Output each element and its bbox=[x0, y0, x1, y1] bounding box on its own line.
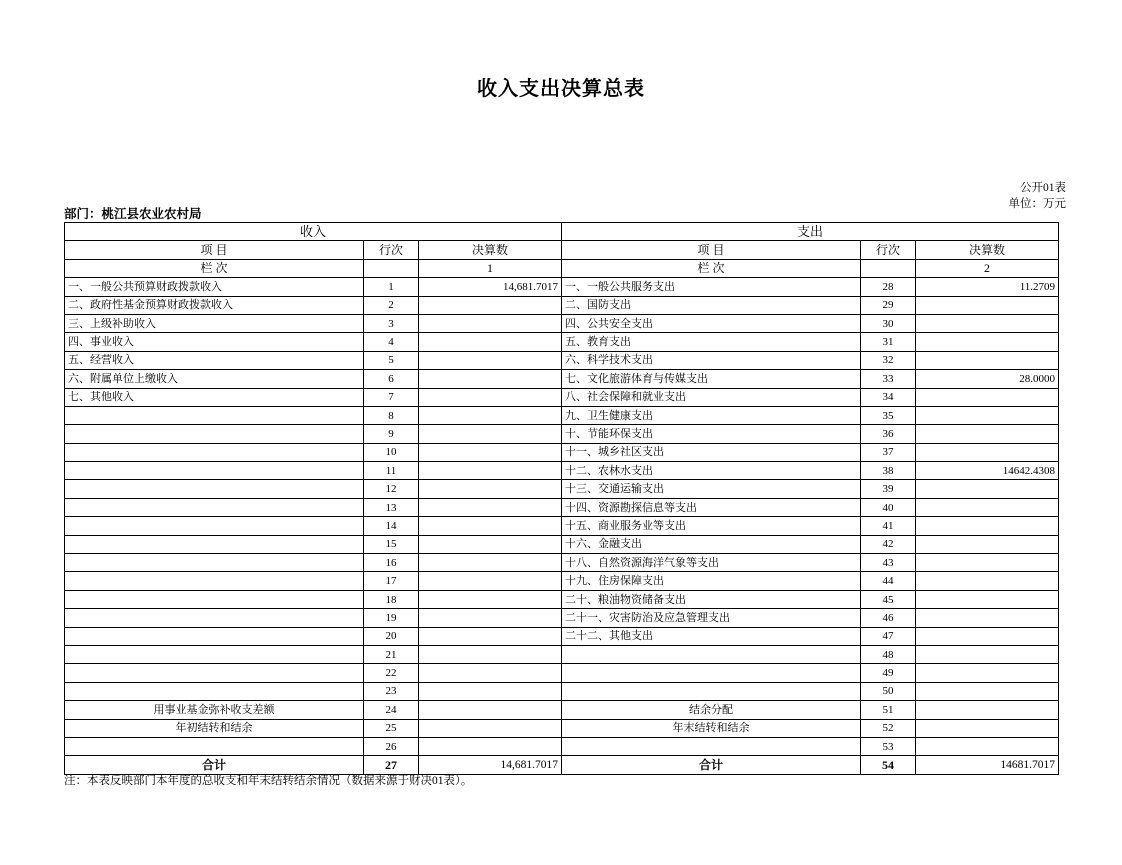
cell-expense-item: 二十二、其他支出 bbox=[562, 627, 861, 645]
cell-income-item bbox=[65, 572, 364, 590]
cell-expense-amount bbox=[916, 480, 1059, 498]
cell-expense-item: 七、文化旅游体育与传媒支出 bbox=[562, 370, 861, 388]
cell-expense-item: 四、公共安全支出 bbox=[562, 314, 861, 332]
cell-expense-item: 五、教育支出 bbox=[562, 333, 861, 351]
cell-expense-amount bbox=[916, 719, 1059, 737]
cell-income-item: 四、事业收入 bbox=[65, 333, 364, 351]
cell-income-line: 4 bbox=[364, 333, 419, 351]
column-header-income-line: 行次 bbox=[364, 241, 419, 259]
table-row bbox=[65, 572, 1059, 590]
cell-expense-item: 六、科学技术支出 bbox=[562, 351, 861, 369]
cell-expense-line: 31 bbox=[861, 333, 916, 351]
cell-expense-item bbox=[562, 682, 861, 700]
table-row bbox=[65, 333, 1059, 351]
cell-expense-item bbox=[562, 737, 861, 755]
table-row bbox=[65, 443, 1059, 461]
cell-expense-amount: 28.0000 bbox=[916, 370, 1059, 388]
table-row bbox=[65, 627, 1059, 645]
cell-expense-item: 十六、金融支出 bbox=[562, 535, 861, 553]
form-code: 公开01表 bbox=[1020, 182, 1066, 194]
amount-unit: 单位：万元 bbox=[1008, 198, 1066, 210]
cell-income-line: 12 bbox=[364, 480, 419, 498]
table-row bbox=[65, 554, 1059, 572]
cell-income-line: 8 bbox=[364, 406, 419, 424]
cell-income-amount: 14,681.7017 bbox=[419, 278, 562, 296]
cell-income-amount bbox=[419, 333, 562, 351]
cell-expense-amount bbox=[916, 609, 1059, 627]
cell-expense-line: 32 bbox=[861, 351, 916, 369]
column-header-income-item: 项 目 bbox=[65, 241, 364, 259]
cell-income-line: 21 bbox=[364, 645, 419, 663]
table-row bbox=[65, 664, 1059, 682]
cell-expense-amount bbox=[916, 737, 1059, 755]
table-lan-row bbox=[65, 259, 1059, 277]
column-header-expense-amount: 决算数 bbox=[916, 241, 1059, 259]
cell-expense-line: 41 bbox=[861, 517, 916, 535]
cell-income-line: 26 bbox=[364, 737, 419, 755]
table-row bbox=[65, 462, 1059, 480]
cell-expense-amount bbox=[916, 535, 1059, 553]
column-header-expense-item: 项 目 bbox=[562, 241, 861, 259]
cell-income-item bbox=[65, 554, 364, 572]
total-income-label: 合计 bbox=[65, 756, 364, 774]
cell-expense-item: 十八、自然资源海洋气象等支出 bbox=[562, 554, 861, 572]
cell-expense-amount bbox=[916, 701, 1059, 719]
table-row bbox=[65, 535, 1059, 553]
cell-expense-line: 46 bbox=[861, 609, 916, 627]
cell-income-item bbox=[65, 664, 364, 682]
cell-expense-amount bbox=[916, 406, 1059, 424]
cell-expense-line: 30 bbox=[861, 314, 916, 332]
cell-expense-item bbox=[562, 664, 861, 682]
table-row bbox=[65, 737, 1059, 755]
cell-expense-line: 52 bbox=[861, 719, 916, 737]
cell-expense-item: 年末结转和结余 bbox=[562, 719, 861, 737]
table-row bbox=[65, 351, 1059, 369]
cell-expense-line: 51 bbox=[861, 701, 916, 719]
cell-expense-item: 十九、住房保障支出 bbox=[562, 572, 861, 590]
cell-expense-amount bbox=[916, 443, 1059, 461]
lan-label-expense: 栏 次 bbox=[562, 259, 861, 277]
cell-income-item: 年初结转和结余 bbox=[65, 719, 364, 737]
total-expense-amount: 14681.7017 bbox=[916, 756, 1059, 774]
cell-income-amount bbox=[419, 572, 562, 590]
cell-income-amount bbox=[419, 517, 562, 535]
budget-summary-table bbox=[64, 222, 1059, 775]
cell-income-amount bbox=[419, 370, 562, 388]
page-title: 收入支出决算总表 bbox=[477, 78, 645, 100]
cell-expense-line: 48 bbox=[861, 645, 916, 663]
cell-expense-amount bbox=[916, 388, 1059, 406]
cell-income-line: 3 bbox=[364, 314, 419, 332]
table-row bbox=[65, 370, 1059, 388]
cell-expense-line: 45 bbox=[861, 590, 916, 608]
cell-income-line: 23 bbox=[364, 682, 419, 700]
table-note: 注：本表反映部门本年度的总收支和年末结转结余情况（数据来源于财决01表）。 bbox=[64, 775, 473, 787]
cell-income-line: 7 bbox=[364, 388, 419, 406]
cell-income-item bbox=[65, 425, 364, 443]
cell-income-line: 17 bbox=[364, 572, 419, 590]
cell-expense-line: 35 bbox=[861, 406, 916, 424]
cell-expense-line: 53 bbox=[861, 737, 916, 755]
cell-expense-item: 二、国防支出 bbox=[562, 296, 861, 314]
table-row bbox=[65, 480, 1059, 498]
table-row bbox=[65, 314, 1059, 332]
document-page bbox=[0, 72, 1122, 865]
cell-income-line: 15 bbox=[364, 535, 419, 553]
cell-expense-amount bbox=[916, 664, 1059, 682]
cell-income-item: 三、上级补助收入 bbox=[65, 314, 364, 332]
cell-expense-line: 50 bbox=[861, 682, 916, 700]
total-expense-label: 合计 bbox=[562, 756, 861, 774]
group-header-expense: 支出 bbox=[562, 223, 1059, 241]
cell-income-item bbox=[65, 535, 364, 553]
cell-income-amount bbox=[419, 388, 562, 406]
cell-expense-amount bbox=[916, 498, 1059, 516]
cell-income-amount bbox=[419, 590, 562, 608]
cell-expense-item: 结余分配 bbox=[562, 701, 861, 719]
cell-expense-line: 40 bbox=[861, 498, 916, 516]
cell-expense-item bbox=[562, 645, 861, 663]
cell-expense-item: 一、一般公共服务支出 bbox=[562, 278, 861, 296]
cell-income-line: 25 bbox=[364, 719, 419, 737]
lan-expense-col-number: 2 bbox=[916, 259, 1059, 277]
cell-expense-amount bbox=[916, 590, 1059, 608]
cell-expense-line: 37 bbox=[861, 443, 916, 461]
cell-expense-line: 28 bbox=[861, 278, 916, 296]
column-header-income-amount: 决算数 bbox=[419, 241, 562, 259]
cell-income-amount bbox=[419, 498, 562, 516]
cell-income-item bbox=[65, 737, 364, 755]
cell-income-item bbox=[65, 517, 364, 535]
cell-expense-item: 十一、城乡社区支出 bbox=[562, 443, 861, 461]
cell-income-amount bbox=[419, 609, 562, 627]
table-row bbox=[65, 406, 1059, 424]
cell-expense-amount bbox=[916, 572, 1059, 590]
cell-income-item bbox=[65, 443, 364, 461]
cell-income-amount bbox=[419, 554, 562, 572]
cell-expense-line: 34 bbox=[861, 388, 916, 406]
cell-expense-item: 九、卫生健康支出 bbox=[562, 406, 861, 424]
table-row bbox=[65, 645, 1059, 663]
table-row bbox=[65, 701, 1059, 719]
cell-income-item bbox=[65, 406, 364, 424]
cell-expense-item: 十三、交通运输支出 bbox=[562, 480, 861, 498]
lan-blank-expense-line bbox=[861, 259, 916, 277]
cell-expense-amount: 11.2709 bbox=[916, 278, 1059, 296]
cell-income-amount bbox=[419, 425, 562, 443]
lan-label-income: 栏 次 bbox=[65, 259, 364, 277]
table-row bbox=[65, 425, 1059, 443]
cell-income-amount bbox=[419, 737, 562, 755]
cell-expense-amount bbox=[916, 682, 1059, 700]
cell-expense-line: 49 bbox=[861, 664, 916, 682]
cell-income-amount bbox=[419, 296, 562, 314]
cell-expense-item: 十二、农林水支出 bbox=[562, 462, 861, 480]
cell-expense-amount bbox=[916, 517, 1059, 535]
total-expense-line: 54 bbox=[861, 756, 916, 774]
cell-expense-item: 二十一、灾害防治及应急管理支出 bbox=[562, 609, 861, 627]
cell-income-item bbox=[65, 498, 364, 516]
cell-income-amount bbox=[419, 664, 562, 682]
group-header-income: 收入 bbox=[65, 223, 562, 241]
cell-expense-line: 39 bbox=[861, 480, 916, 498]
cell-income-amount bbox=[419, 701, 562, 719]
cell-income-line: 11 bbox=[364, 462, 419, 480]
cell-income-amount bbox=[419, 443, 562, 461]
column-header-expense-line: 行次 bbox=[861, 241, 916, 259]
cell-expense-line: 29 bbox=[861, 296, 916, 314]
cell-expense-line: 36 bbox=[861, 425, 916, 443]
cell-income-line: 10 bbox=[364, 443, 419, 461]
cell-income-line: 13 bbox=[364, 498, 419, 516]
cell-income-item: 五、经营收入 bbox=[65, 351, 364, 369]
lan-income-col-number: 1 bbox=[419, 259, 562, 277]
cell-income-amount bbox=[419, 627, 562, 645]
cell-income-line: 14 bbox=[364, 517, 419, 535]
cell-expense-item: 十四、资源勘探信息等支出 bbox=[562, 498, 861, 516]
cell-expense-line: 38 bbox=[861, 462, 916, 480]
cell-income-item bbox=[65, 590, 364, 608]
cell-expense-amount bbox=[916, 554, 1059, 572]
table-column-header-row bbox=[65, 241, 1059, 259]
cell-income-amount bbox=[419, 719, 562, 737]
cell-income-amount bbox=[419, 351, 562, 369]
cell-expense-amount bbox=[916, 425, 1059, 443]
table-row bbox=[65, 719, 1059, 737]
cell-income-line: 9 bbox=[364, 425, 419, 443]
cell-expense-amount bbox=[916, 314, 1059, 332]
cell-income-line: 20 bbox=[364, 627, 419, 645]
cell-income-amount bbox=[419, 535, 562, 553]
table-row bbox=[65, 517, 1059, 535]
cell-expense-item: 十五、商业服务业等支出 bbox=[562, 517, 861, 535]
cell-income-line: 22 bbox=[364, 664, 419, 682]
cell-income-line: 16 bbox=[364, 554, 419, 572]
cell-expense-line: 33 bbox=[861, 370, 916, 388]
cell-income-amount bbox=[419, 645, 562, 663]
cell-income-item: 二、政府性基金预算财政拨款收入 bbox=[65, 296, 364, 314]
cell-income-item: 用事业基金弥补收支差额 bbox=[65, 701, 364, 719]
cell-income-amount bbox=[419, 406, 562, 424]
cell-income-item bbox=[65, 480, 364, 498]
cell-income-item: 一、一般公共预算财政拨款收入 bbox=[65, 278, 364, 296]
cell-income-amount bbox=[419, 314, 562, 332]
cell-income-item bbox=[65, 682, 364, 700]
form-meta bbox=[1009, 180, 1067, 212]
cell-expense-line: 47 bbox=[861, 627, 916, 645]
cell-expense-line: 42 bbox=[861, 535, 916, 553]
cell-income-item bbox=[65, 462, 364, 480]
table-group-header-row bbox=[65, 223, 1059, 241]
cell-income-amount bbox=[419, 682, 562, 700]
cell-income-item: 七、其他收入 bbox=[65, 388, 364, 406]
table-row bbox=[65, 590, 1059, 608]
cell-expense-amount bbox=[916, 296, 1059, 314]
cell-income-line: 1 bbox=[364, 278, 419, 296]
cell-income-line: 5 bbox=[364, 351, 419, 369]
table-row bbox=[65, 682, 1059, 700]
table-row bbox=[65, 609, 1059, 627]
cell-expense-line: 44 bbox=[861, 572, 916, 590]
table-row bbox=[65, 388, 1059, 406]
total-income-amount: 14,681.7017 bbox=[419, 756, 562, 774]
cell-income-line: 6 bbox=[364, 370, 419, 388]
cell-expense-item: 二十、粮油物资储备支出 bbox=[562, 590, 861, 608]
cell-income-line: 24 bbox=[364, 701, 419, 719]
cell-expense-amount bbox=[916, 351, 1059, 369]
cell-expense-amount bbox=[916, 627, 1059, 645]
cell-expense-item: 八、社会保障和就业支出 bbox=[562, 388, 861, 406]
cell-income-item: 六、附属单位上缴收入 bbox=[65, 370, 364, 388]
cell-income-amount bbox=[419, 462, 562, 480]
cell-expense-amount bbox=[916, 645, 1059, 663]
cell-income-item bbox=[65, 645, 364, 663]
cell-expense-item: 十、节能环保支出 bbox=[562, 425, 861, 443]
department-line: 部门：桃江县农业农村局 bbox=[64, 207, 202, 221]
cell-income-line: 18 bbox=[364, 590, 419, 608]
cell-expense-amount bbox=[916, 333, 1059, 351]
table-row bbox=[65, 278, 1059, 296]
cell-income-line: 2 bbox=[364, 296, 419, 314]
cell-income-amount bbox=[419, 480, 562, 498]
table-row bbox=[65, 498, 1059, 516]
table-row bbox=[65, 296, 1059, 314]
cell-income-line: 19 bbox=[364, 609, 419, 627]
cell-expense-line: 43 bbox=[861, 554, 916, 572]
total-income-line: 27 bbox=[364, 756, 419, 774]
cell-income-item bbox=[65, 609, 364, 627]
cell-expense-amount: 14642.4308 bbox=[916, 462, 1059, 480]
cell-income-item bbox=[65, 627, 364, 645]
lan-blank-income-line bbox=[364, 259, 419, 277]
